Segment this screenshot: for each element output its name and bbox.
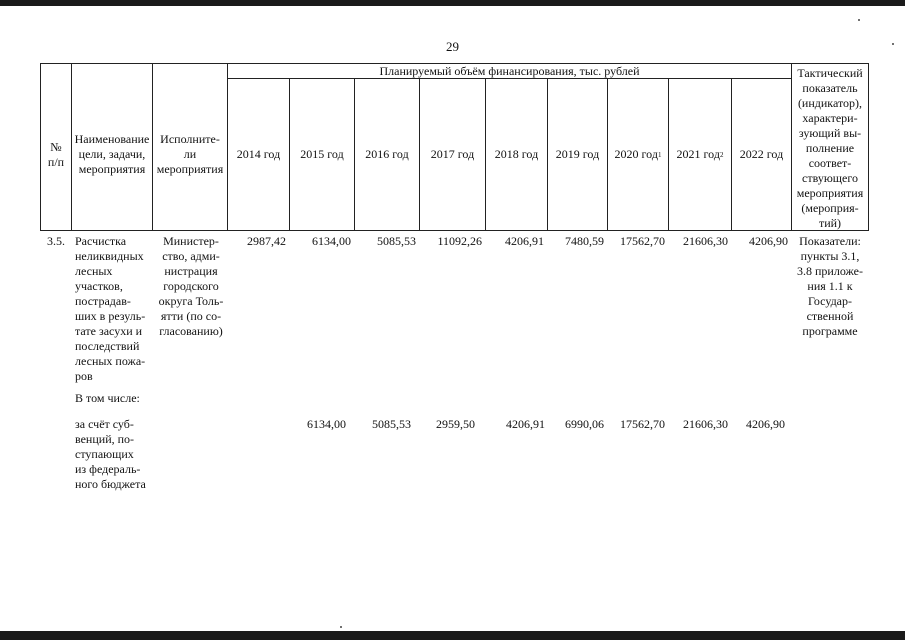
subrow-value: 17562,70 [620,417,665,431]
scan-top-border [0,0,905,6]
header-year: 2014 год [236,147,281,161]
row-value: 21606,30 [683,234,728,248]
subrow-value: 6990,06 [565,417,604,431]
subrow-name: за счёт суб- венций, по- ступающих из федераль- ного бюджета [75,417,146,491]
row-executor: Министер- ство, адми- нистрация городского округа Толь- ятти (по со- гласованию) [158,234,224,338]
header-year: 2019 год [555,147,600,161]
header-year: 2020 год 1 [614,147,662,161]
row-value: 6134,00 [312,234,351,248]
header-num: № п/п [47,139,65,169]
row-value: 17562,70 [620,234,665,248]
subrow-value: 4206,90 [746,417,785,431]
row-value: 5085,53 [377,234,416,248]
row-value: 11092,26 [437,234,482,248]
scan-speck [858,19,860,21]
subrow-value: 4206,91 [506,417,545,431]
header-funding-group: Планируемый объём финансирования, тыс. рублей [379,64,640,78]
row-name: Расчистка неликвидных лесных участков, пострадав- ших в резуль- тате засухи и последствий лесных пожа- ров [75,234,146,383]
header-year: 2021 год 2 [676,147,724,161]
page-number: 29 [446,39,459,54]
header-year: 2016 год [365,147,409,161]
scan-speck [340,626,342,628]
row-value: 4206,90 [749,234,788,248]
subrow-value: 2959,50 [436,417,475,431]
header-year: 2015 год [300,147,344,161]
header-year: 2017 год [430,147,475,161]
row-num: 3.5. [47,234,65,248]
header-indicator: Тактический показатель (индикатор), характери- зующий вы- полнение соответ- ствующего мероприятия (мероприя- тий) [796,66,864,230]
row-value: 2987,42 [247,234,286,248]
header-executor: Исполните- ли мероприятия [156,132,224,176]
row-indicator: Показатели: пункты 3.1, 3.8 приложе- ния 1.1 к Государ- ственной программе [797,234,863,338]
scan-bottom-border [0,631,905,640]
row-value: 7480,59 [565,234,604,248]
header-year: 2018 год [494,147,539,161]
including-label: В том числе: [75,391,140,405]
subrow-value: 6134,00 [307,417,346,431]
subrow-value: 21606,30 [683,417,728,431]
header-year: 2022 год [739,147,784,161]
row-value: 4206,91 [505,234,544,248]
subrow-value: 5085,53 [372,417,411,431]
header-name: Наименование цели, задачи, мероприятия [74,132,150,176]
